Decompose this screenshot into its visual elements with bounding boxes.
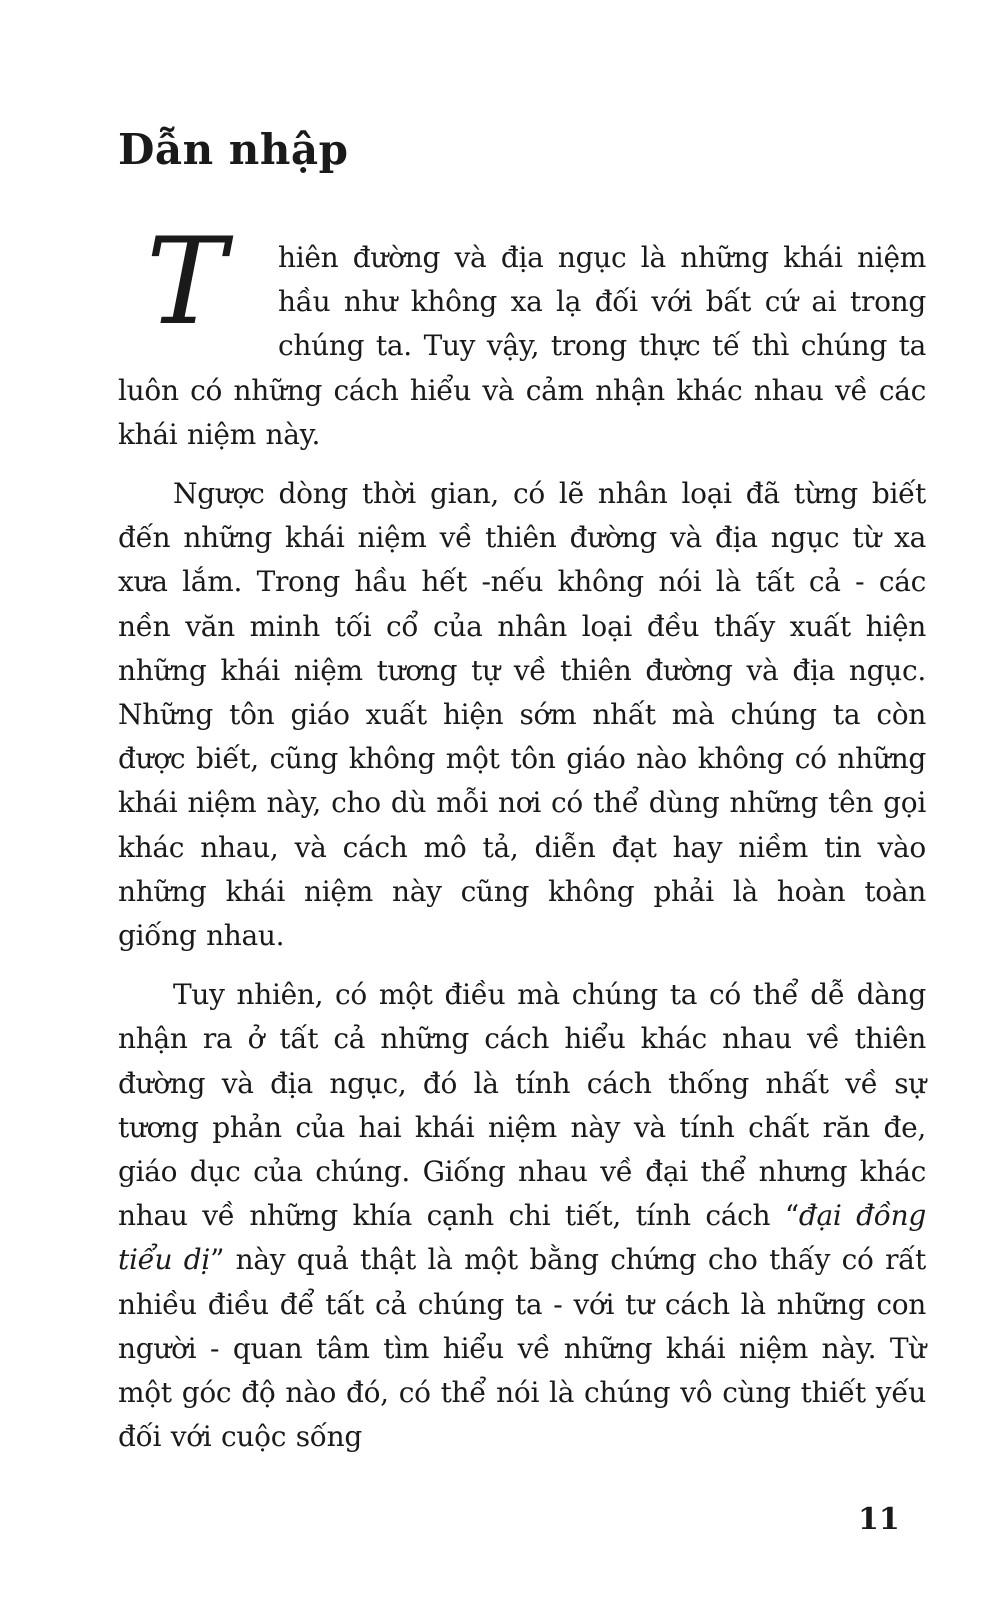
paragraph-1 (118, 213, 926, 457)
chapter-body (118, 213, 926, 1474)
paragraph-3-text-after: ” này quả thật là một bằng chứng cho thấy có rất nhiều điều để tất cả chúng ta - với tư cách là những con người - quan tâm tìm hiểu về những khái niệm này. Từ một góc độ nào đó, có thể nói là chúng vô cùng thiết yếu đối với cuộc sống (118, 1243, 926, 1454)
paragraph-2: Ngược dòng thời gian, có lẽ nhân loại đã từng biết đến những khái niệm về thiên đường và địa ngục từ xa xưa lắm. Trong hầu hết -nếu không nói là tất cả - các nền văn minh tối cổ của nhân loại đều thấy xuất hiện những khái niệm tương tự về thiên đường và địa ngục. Những tôn giáo xuất hiện sớm nhất mà chúng ta còn được biết, cũng không một tôn giáo nào không có những khái niệm này, cho dù mỗi nơi có thể dùng những tên gọi khác nhau, và cách mô tả, diễn đạt hay niềm tin vào những khái niệm này cũng không phải là hoàn toàn giống nhau. (118, 477, 926, 953)
drop-cap-letter: T (146, 213, 226, 352)
chapter-title: Dẫn nhập (118, 125, 349, 174)
page-number: 11 (858, 1502, 900, 1537)
paragraph-1-text: hiên đường và địa ngục là những khái niệm hầu như không xa lạ đối với bất cứ ai trong chúng ta. Tuy vậy, trong thực tế thì chúng ta luôn có những cách hiểu và cảm nhận khác nhau về các khái niệm này. (118, 241, 926, 451)
paragraph-3-text-before: Tuy nhiên, có một điều mà chúng ta có thể dễ dàng nhận ra ở tất cả những cách hiểu khác nhau về thiên đường và địa ngục, đó là tính cách thống nhất về sự tương phản của hai khái niệm này và tính chất răn đe, giáo dục của chúng. Giống nhau về đại thể nhưng khác nhau về những khía cạnh chi tiết, tính cách “ (118, 978, 926, 1233)
emphasis-phrase: đại đồng tiểu dị (118, 1199, 926, 1277)
paragraph-3 (118, 973, 926, 1459)
